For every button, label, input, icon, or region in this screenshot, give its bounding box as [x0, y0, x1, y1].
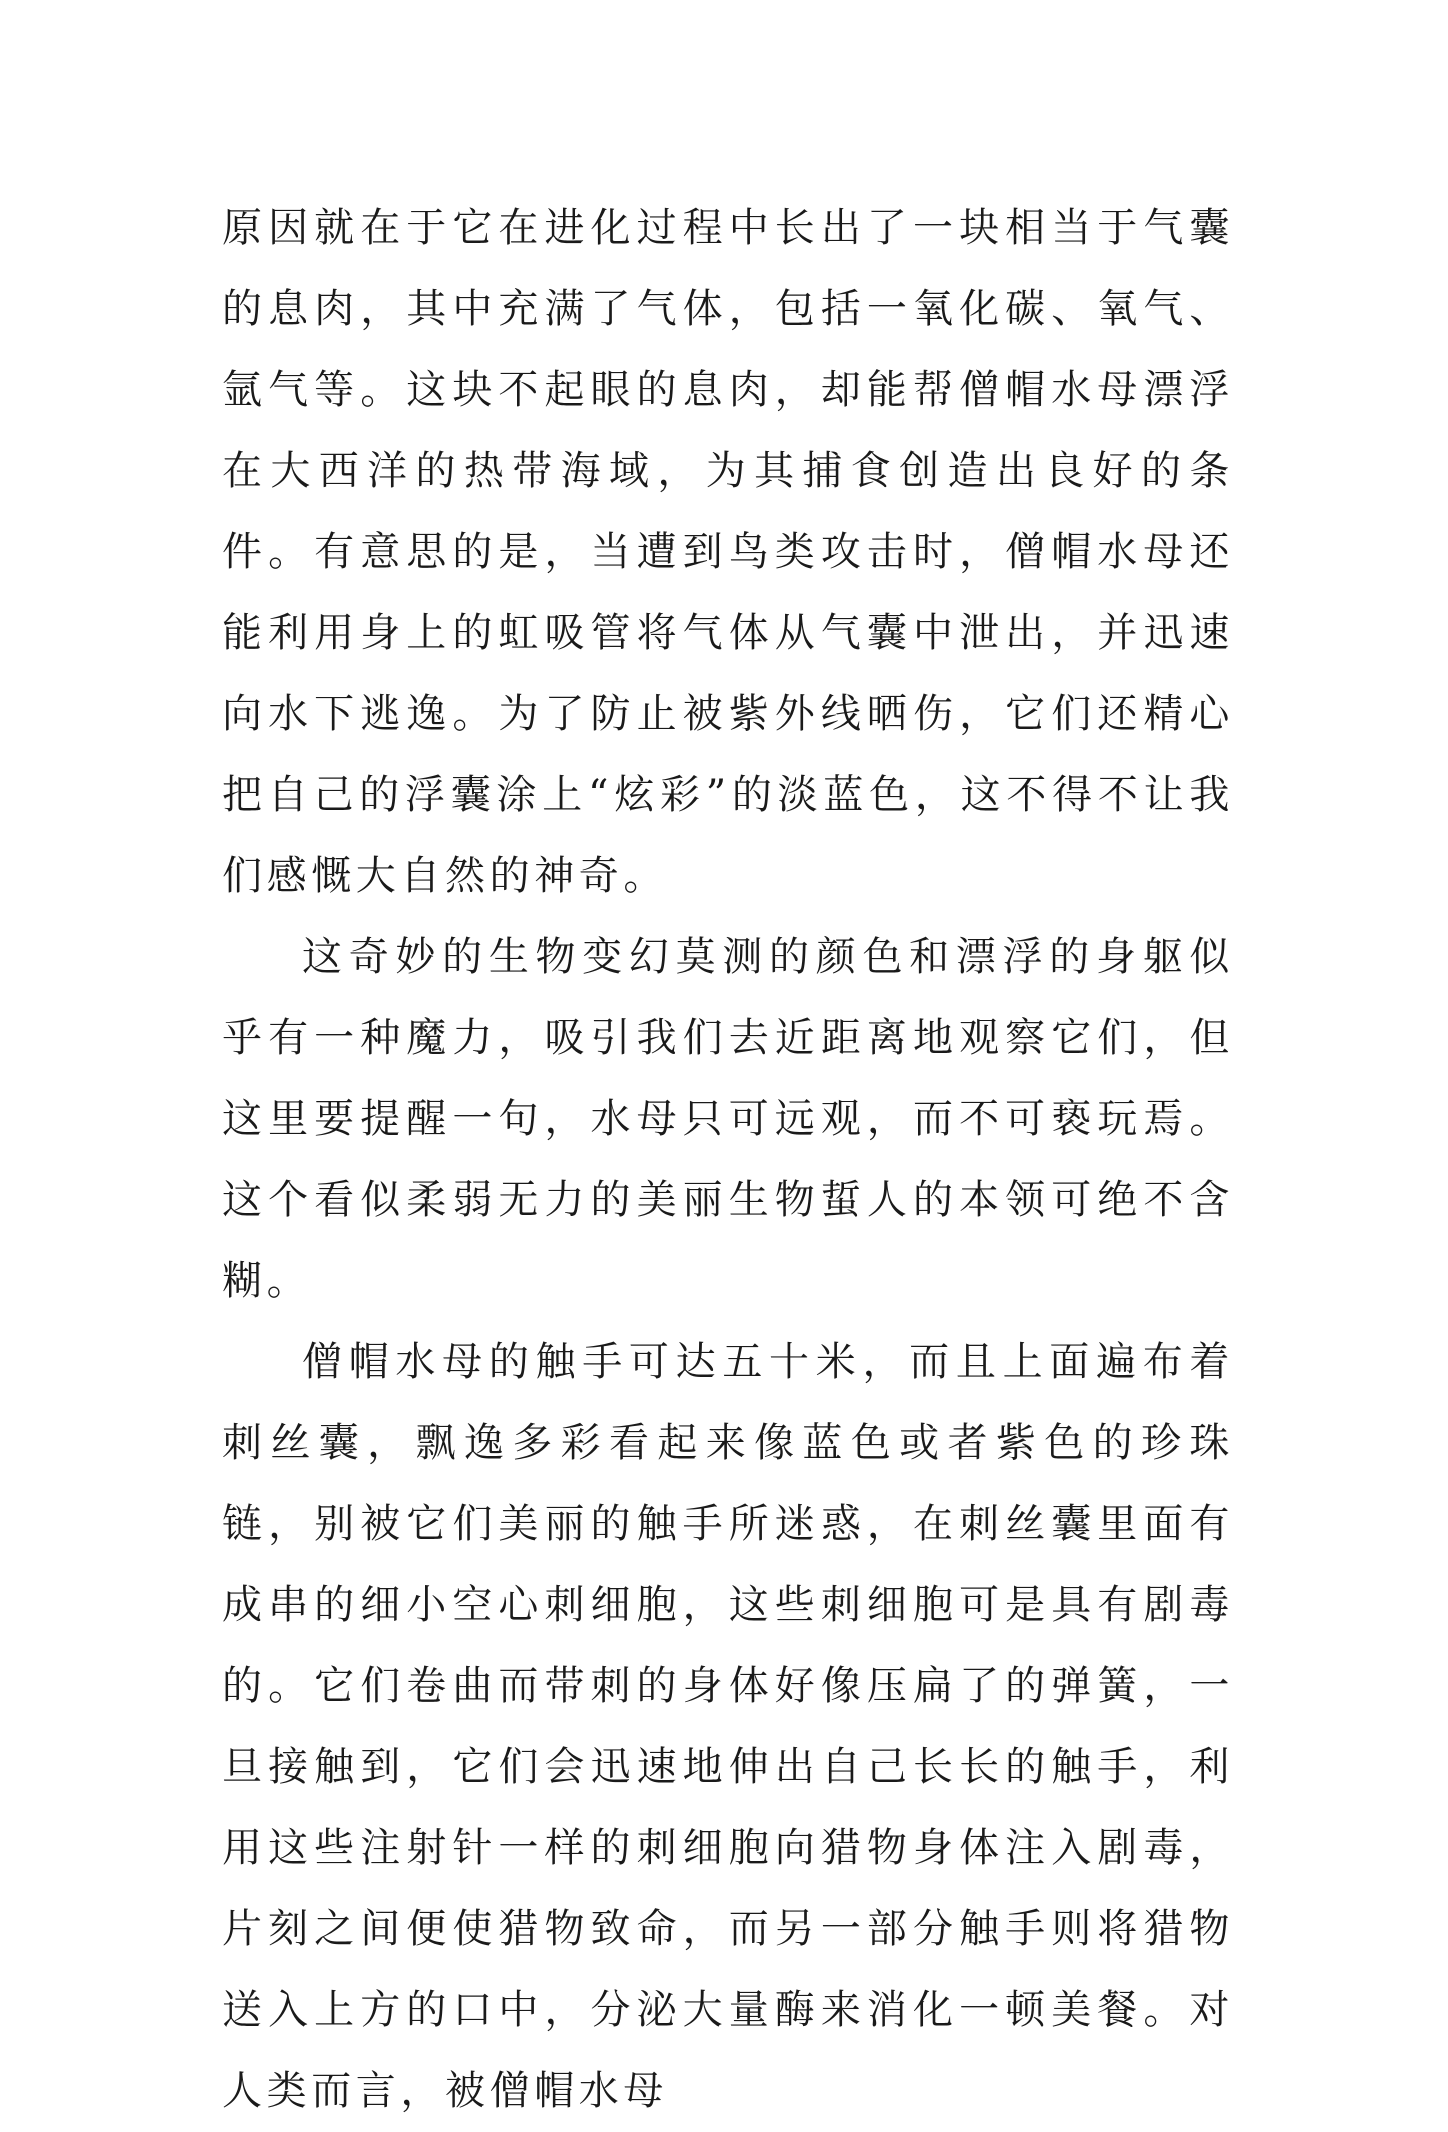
- body-text: [222, 188, 1234, 2132]
- paragraph-1: 原因就在于它在进化过程中长出了一块相当于气囊的息肉，其中充满了气体，包括一氧化碳、氧气、氩气等。这块不起眼的息肉，却能帮僧帽水母漂浮在大西洋的热带海域，为其捕食创造出良好的条件。有意思的是，当遭到鸟类攻击时，僧帽水母还能利用身上的虹吸管将气体从气囊中泄出，并迅速向水下逃逸。为了防止被紫外线晒伤，它们还精心把自己的浮囊涂上“炫彩”的淡蓝色，这不得不让我们感慨大自然的神奇。: [222, 205, 1234, 899]
- paragraph-2: 这奇妙的生物变幻莫测的颜色和漂浮的身躯似乎有一种魔力，吸引我们去近距离地观察它们，但这里要提醒一句，水母只可远观，而不可亵玩焉。这个看似柔弱无力的美丽生物蜇人的本领可绝不含糊。: [222, 934, 1234, 1304]
- paragraph-3: 僧帽水母的触手可达五十米，而且上面遍布着刺丝囊，飘逸多彩看起来像蓝色或者紫色的珍珠链，别被它们美丽的触手所迷惑，在刺丝囊里面有成串的细小空心刺细胞，这些刺细胞可是具有剧毒的。它们卷曲而带刺的身体好像压扁了的弹簧，一旦接触到，它们会迅速地伸出自己长长的触手，利用这些注射针一样的刺细胞向猎物身体注入剧毒，片刻之间便使猎物致命，而另一部分触手则将猎物送入上方的口中，分泌大量酶来消化一顿美餐。对人类而言，被僧帽水母: [222, 1339, 1234, 2114]
